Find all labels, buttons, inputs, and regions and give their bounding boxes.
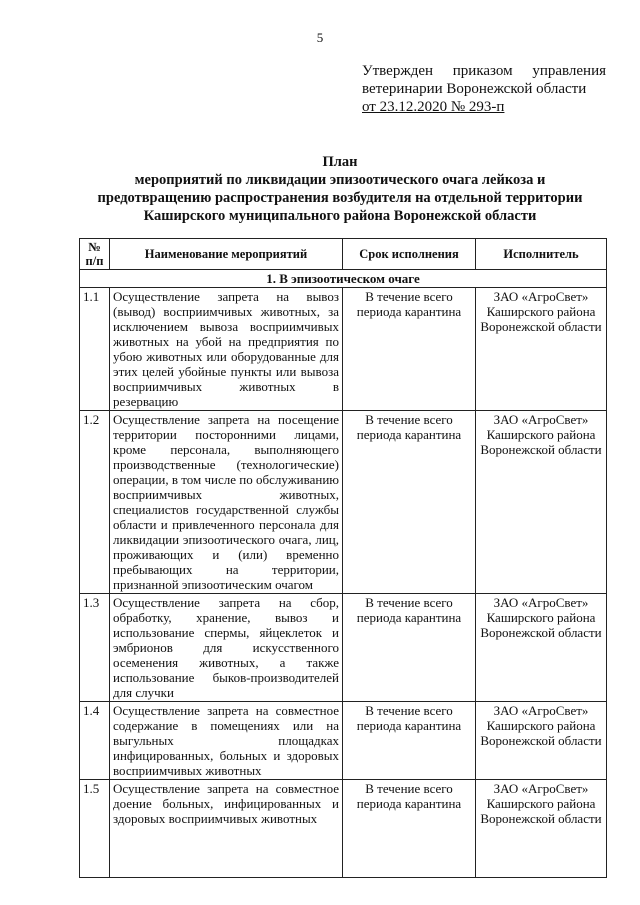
table-row <box>80 702 607 780</box>
title-line-3: предотвращению распространения возбудителя на отдельной территории <box>97 190 583 206</box>
section-title: 1. В эпизоотическом очаге <box>80 270 607 288</box>
table-header-row <box>80 239 607 270</box>
measures-table <box>79 238 607 878</box>
row-measure: Осуществление запрета на вывоз (вывод) восприимчивых животных, за исключением вывоза восприимчивых животных на убой на предприятия по убою животных или оборудованные для этих целей убойные пункты или вывоза восприимчивых животных в резервацию <box>110 288 343 411</box>
header-name: Наименование мероприятий <box>110 239 343 270</box>
row-measure: Осуществление запрета на сбор, обработку, хранение, вывоз и использование спермы, яйцеклеток и эмбрионов для искусственного осеменения животных, а также использование быков-производителей для случки <box>110 594 343 702</box>
row-measure: Осуществление запрета на совместное содержание в помещениях или на выгульных площадках инфицированных, больных и здоровых восприимчивых животных <box>110 702 343 780</box>
row-term: В течение всего периода карантина <box>343 780 476 878</box>
table-row <box>80 288 607 411</box>
row-term: В течение всего периода карантина <box>343 594 476 702</box>
row-num: 1.3 <box>80 594 110 702</box>
row-measure: Осуществление запрета на посещение территории посторонними лицами, кроме персонала, выполняющего производственные (технологические) операции, в том числе по обслуживанию восприимчивых животных, специалистов государственной службы области и привлеченного персонала для ликвидации эпизоотического очага, лиц, проживающих и (или) временно пребывающих на территории, признанной эпизоотическим очагом <box>110 411 343 594</box>
header-num: № п/п <box>80 239 110 270</box>
table-row <box>80 411 607 594</box>
page-number: 5 <box>316 30 324 45</box>
table-row <box>80 594 607 702</box>
title-line-1: План <box>322 154 358 170</box>
row-executor: ЗАО «АгроСвет» Каширского района Воронежской области <box>476 702 607 780</box>
approval-order-date: от 23.12.2020 № 293-п <box>362 99 505 115</box>
approval-line-1: Утвержден приказом управления <box>362 63 606 79</box>
title-line-4: Каширского муниципального района Воронежской области <box>143 208 537 224</box>
row-term: В течение всего периода карантина <box>343 702 476 780</box>
row-executor: ЗАО «АгроСвет» Каширского района Воронежской области <box>476 288 607 411</box>
table-row <box>80 780 607 878</box>
section-row <box>80 270 607 288</box>
row-term: В течение всего периода карантина <box>343 411 476 594</box>
row-term: В течение всего периода карантина <box>343 288 476 411</box>
row-executor: ЗАО «АгроСвет» Каширского района Воронежской области <box>476 594 607 702</box>
row-executor: ЗАО «АгроСвет» Каширского района Воронежской области <box>476 780 607 878</box>
row-measure: Осуществление запрета на совместное доение больных, инфицированных и здоровых восприимчивых животных <box>110 780 343 878</box>
row-executor: ЗАО «АгроСвет» Каширского района Воронежской области <box>476 411 607 594</box>
header-executor: Исполнитель <box>476 239 607 270</box>
approval-line-2: ветеринарии Воронежской области <box>362 81 587 97</box>
row-num: 1.4 <box>80 702 110 780</box>
header-term: Срок исполнения <box>343 239 476 270</box>
row-num: 1.1 <box>80 288 110 411</box>
row-num: 1.2 <box>80 411 110 594</box>
document-title <box>70 153 610 225</box>
row-num: 1.5 <box>80 780 110 878</box>
title-line-2: мероприятий по ликвидации эпизоотического очага лейкоза и <box>134 172 546 188</box>
approval-stamp <box>362 62 606 116</box>
